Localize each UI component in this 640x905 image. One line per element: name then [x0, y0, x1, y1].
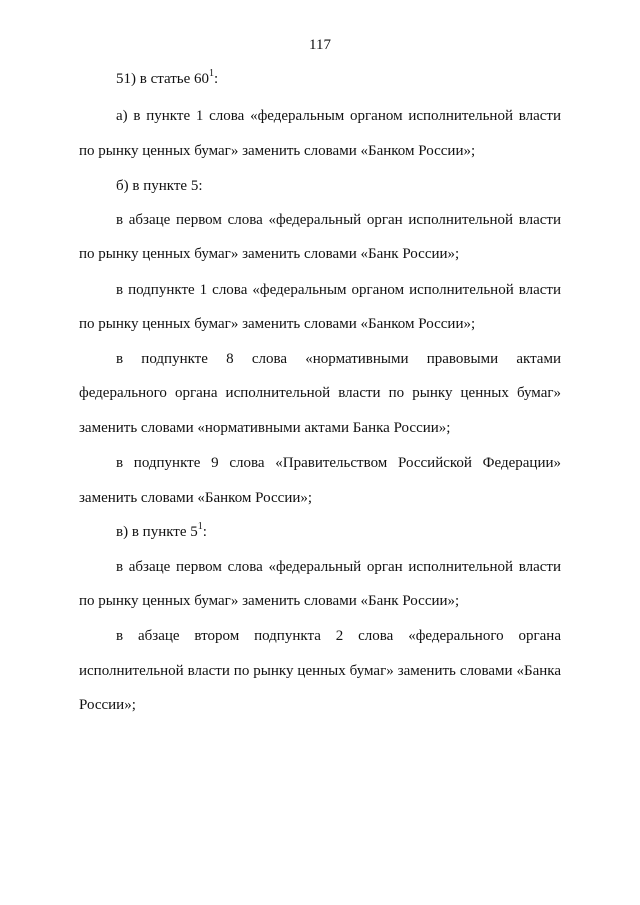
text-line: по рынку ценных бумаг» заменить словами «Банк России»; [79, 593, 460, 609]
text-line: в подпункте 8 слова «нормативными правовыми актами [116, 351, 561, 367]
superscript-1: 1 [197, 521, 203, 532]
text-line: по рынку ценных бумаг» заменить словами «Банк России»; [79, 246, 460, 262]
text-line: заменить словами «Банком России»; [79, 490, 313, 506]
text-line: в абзаце первом слова «федеральный орган исполнительной власти [116, 559, 561, 575]
text-line: по рынку ценных бумаг» заменить словами «Банком России»; [79, 316, 476, 332]
text-line: в абзаце первом слова «федеральный орган исполнительной власти [116, 212, 561, 228]
text-line: в подпункте 1 слова «федеральным органом исполнительной власти [116, 282, 561, 298]
text-line: федерального органа исполнительной власти по рынку ценных бумаг» [79, 385, 561, 401]
text-line: б) в пункте 5: [116, 178, 203, 194]
page-number: 117 [309, 37, 331, 53]
text-line: а) в пункте 1 слова «федеральным органом исполнительной власти [116, 108, 561, 124]
text-line: исполнительной власти по рынку ценных бумаг» заменить словами «Банка [79, 663, 561, 679]
text-line: по рынку ценных бумаг» заменить словами «Банком России»; [79, 143, 476, 159]
text-line: в абзаце втором подпункта 2 слова «федерального органа [116, 628, 561, 644]
text-line: России»; [79, 697, 136, 713]
superscript-1: 1 [209, 68, 215, 79]
text-line: заменить словами «нормативными актами Банка России»; [79, 420, 451, 436]
text-line: в подпункте 9 слова «Правительством Российской Федерации» [116, 455, 561, 471]
paragraph-51-heading: 51) в статье $60^1$: [116, 68, 219, 87]
subparagraph-v-heading: в) в пункте $5^1$: [116, 521, 207, 540]
